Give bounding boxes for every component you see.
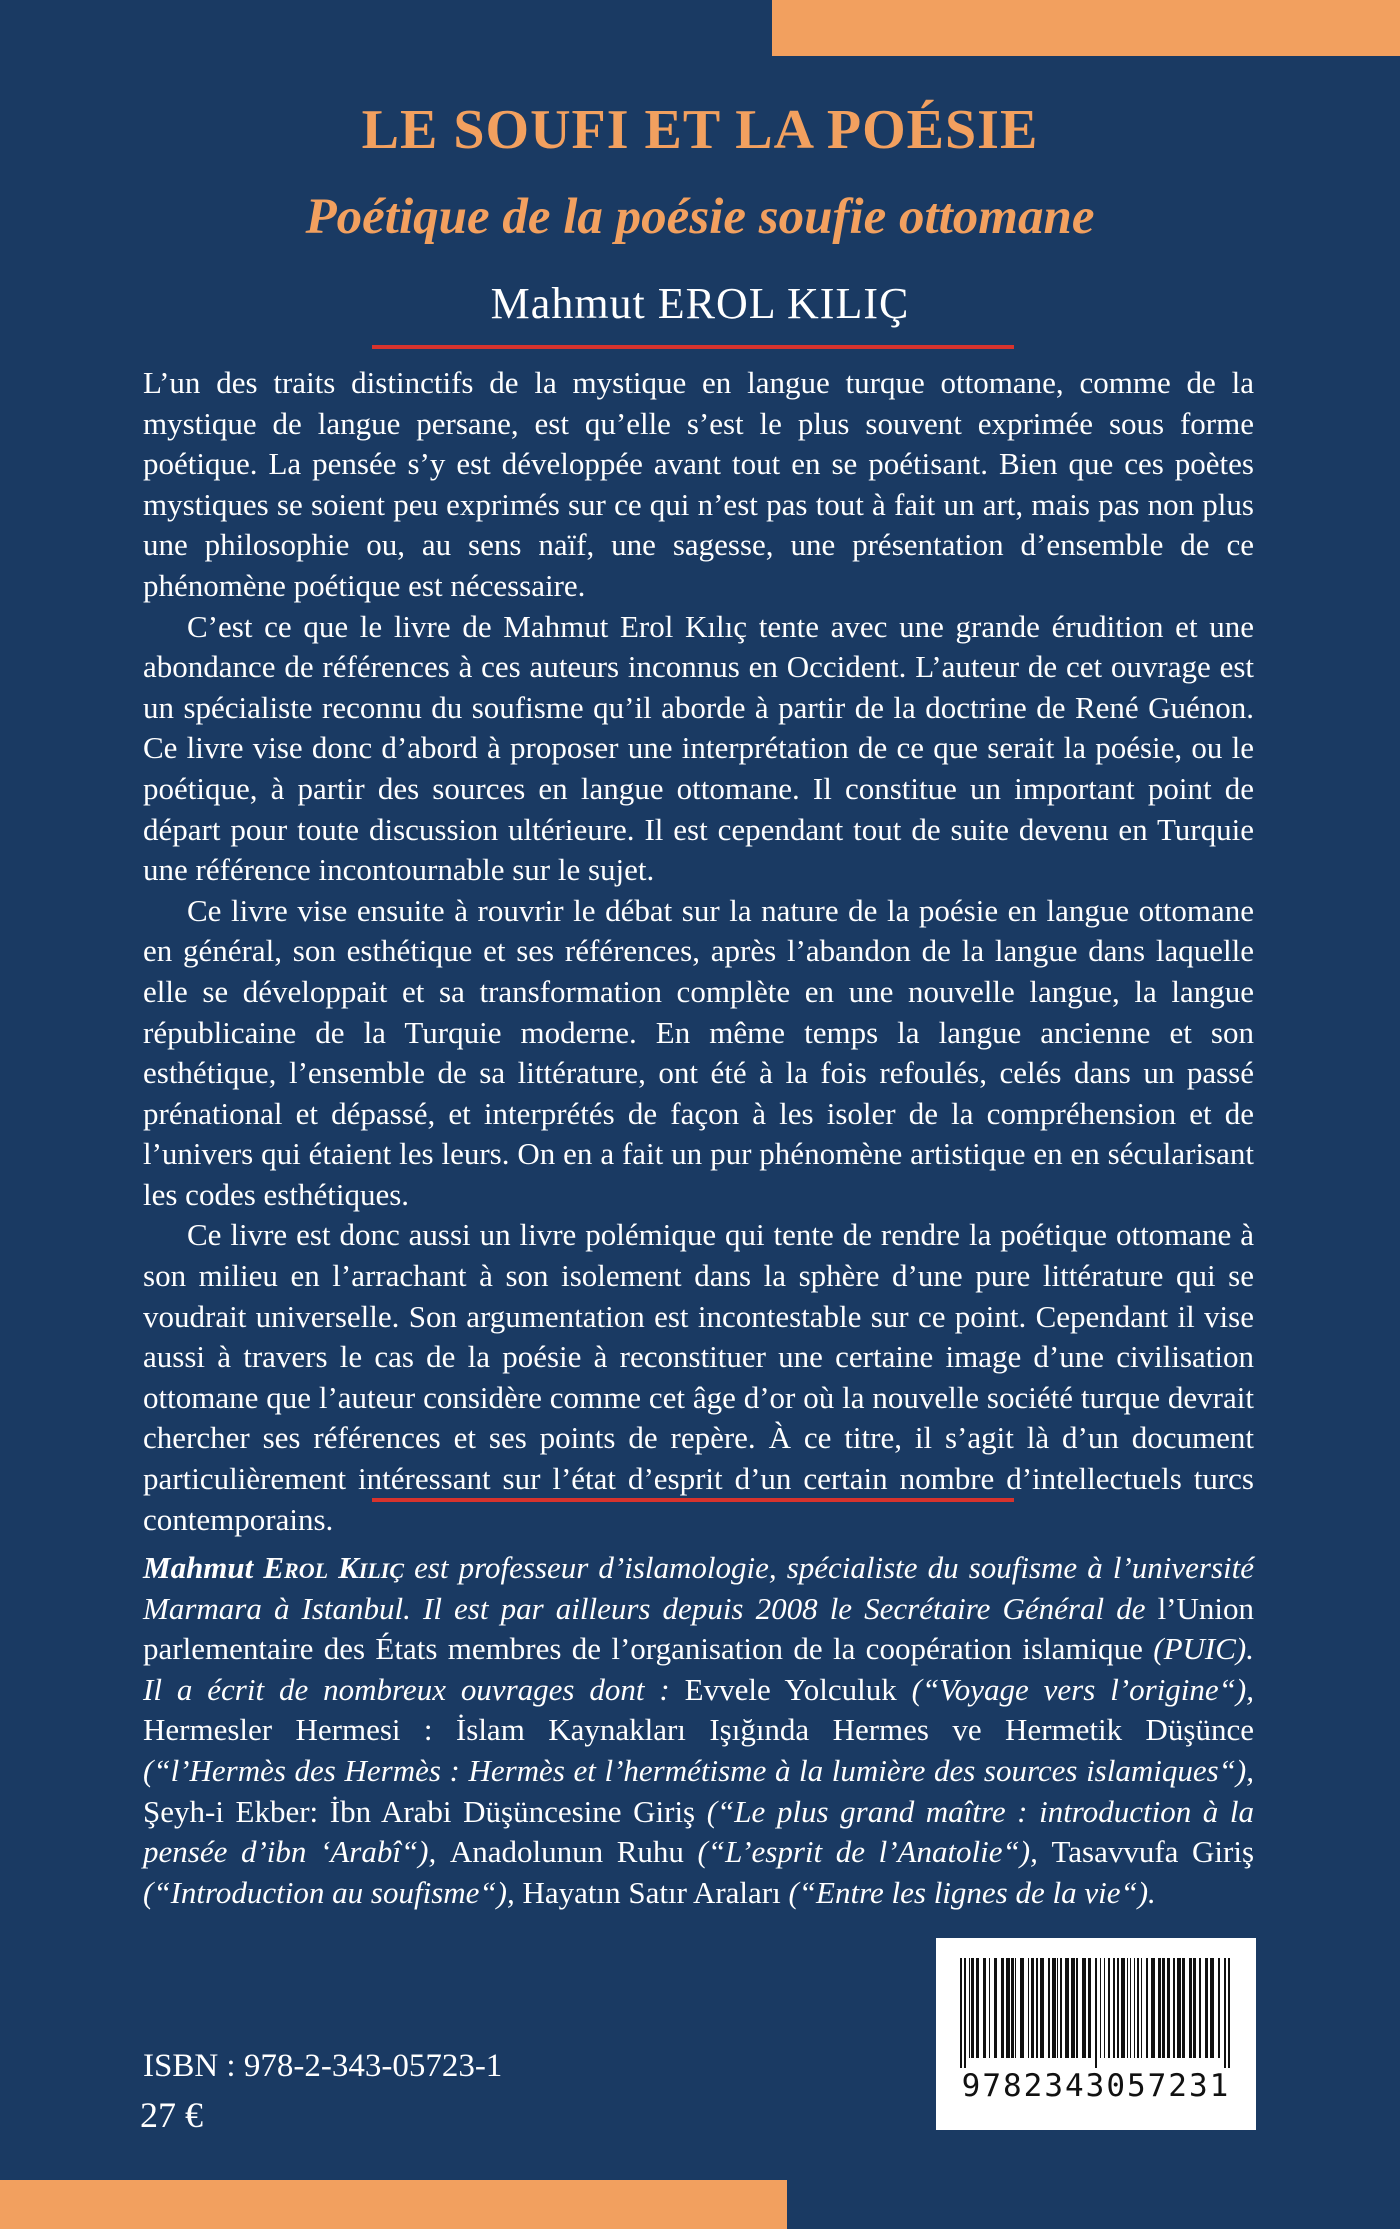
barcode-bars (958, 1958, 1234, 2068)
barcode-bar (960, 1958, 962, 2068)
barcode-bar (1177, 1958, 1181, 2058)
bio-work-title: Evvele Yolculuk (684, 1671, 912, 1707)
barcode-bar (976, 1958, 979, 2058)
author-bio (143, 1548, 1254, 1913)
barcode-bar (1082, 1958, 1086, 2058)
barcode-bar (1137, 1958, 1139, 2058)
summary-paragraph: L’un des traits distinctifs de la mystique en langue turque ottomane, comme de la mystique de langue persane, est qu’elle s’est le plus souvent exprimée sous forme poétique. La pensée s’y est développée avant tout en se poétisant. Bien que ces poètes mystiques se soient peu exprimés sur ce qui n’est pas tout à fait un art, mais pas non plus une philosophie ou, au sens naïf, une sagesse, une présentation d’ensemble de ce phénomène poétique est nécessaire. (143, 365, 1254, 603)
barcode-bar (1057, 1958, 1058, 2058)
barcode-bar (1088, 1958, 1091, 2058)
bio-work-translation: (“Le plus grand maître : introduction à la pensée d’ibn ‘Arabî“), (143, 1793, 1255, 1870)
barcode-bar (989, 1958, 990, 2058)
barcode (936, 1938, 1256, 2130)
barcode-bar (1006, 1958, 1010, 2058)
barcode-bar (1205, 1958, 1208, 2058)
barcode-bar (1173, 1958, 1175, 2058)
barcode-bar (1060, 1958, 1062, 2058)
barcode-bar (1224, 1958, 1226, 2068)
barcode-bar (1020, 1958, 1024, 2058)
divider-top (372, 345, 1014, 349)
barcode-bar (1095, 1958, 1097, 2068)
barcode-bar (1127, 1958, 1128, 2058)
book-author: Mahmut EROL KILIÇ (490, 279, 910, 328)
bio-name-erol: Erol (263, 1550, 329, 1585)
barcode-bar (1167, 1958, 1170, 2058)
barcode-bar (1189, 1958, 1192, 2058)
bio-text: est professeur d’islamologie, spécialiste du soufisme à l’université Marmara à Istanbul. Il est par ailleurs depuis 2008 le Secrétaire Général de (143, 1550, 1255, 1626)
bio-work-title: Hermesler Hermesi : İslam Kaynakları Işığında Hermes ve Hermetik Düşünce (143, 1712, 1254, 1748)
barcode-bar (1036, 1958, 1038, 2058)
book-subtitle: Poétique de la poésie soufie ottomane (305, 189, 1095, 245)
bio-work-title: Tasavvufa Giriş (1051, 1834, 1255, 1870)
barcode-bar (1162, 1958, 1165, 2058)
book-title: LE SOUFI ET LA POÉSIE (361, 99, 1039, 161)
barcode-bar (1151, 1958, 1155, 2058)
barcode-bar (1015, 1958, 1016, 2058)
barcode-bar (1210, 1958, 1214, 2058)
barcode-bar (1028, 1958, 1029, 2058)
barcode-bar (1117, 1958, 1119, 2058)
top-accent-band (772, 0, 1400, 56)
barcode-bar (1031, 1958, 1034, 2058)
bottom-accent-band (0, 2180, 787, 2229)
barcode-bar (1199, 1958, 1201, 2058)
barcode-bar (1100, 1958, 1101, 2058)
barcode-bar (983, 1958, 986, 2058)
barcode-bar (1146, 1958, 1148, 2058)
bio-text: l’Union parlementaire des États membres de l’organisation de la coopération islamique (143, 1590, 1254, 1667)
bio-work-title: Şeyh-i Ekber: İbn Arabi Düşüncesine Giriş (143, 1793, 707, 1829)
isbn-label: ISBN : 978-2-343-05723-1 (143, 2048, 503, 2084)
barcode-bar (1076, 1958, 1078, 2058)
price-label: 27 € (140, 2095, 203, 2135)
summary-paragraph: Ce livre est donc aussi un livre polémique qui tente de rendre la poétique ottomane à son milieu en l’arrachant à son isolement dans la sphère d’une pure littérature qui se voudrait universelle. Son argumentation est incontestable sur ce point. Cependant il vise aussi à travers le cas de la poésie à reconstituer une certaine image d’une civilisation ottomane que l’auteur considère comme cet âge d’or où la nouvelle société turque devrait chercher ses références et ses points de repère. À ce titre, il s’agit là d’un document particulièrement intéressant sur l’état d’esprit d’un certain nombre d’intellectuels turcs contemporains. (143, 1217, 1254, 1537)
barcode-bar (1108, 1958, 1110, 2058)
barcode-bar (1193, 1958, 1196, 2058)
barcode-bar (1134, 1958, 1135, 2058)
barcode-bar (1158, 1958, 1161, 2058)
barcode-bar (1104, 1958, 1105, 2058)
barcode-bar (994, 1958, 997, 2058)
barcode-bar (1040, 1958, 1044, 2058)
barcode-bar (1065, 1958, 1069, 2058)
barcode-bar (1218, 1958, 1220, 2058)
bio-author-name (143, 1550, 404, 1585)
barcode-bar (1182, 1958, 1185, 2058)
bio-name-first: Mahmut (143, 1550, 264, 1585)
barcode-bar (1071, 1958, 1075, 2058)
barcode-bar (964, 1958, 966, 2068)
barcode-bar (1228, 1958, 1230, 2068)
bio-work-title: Anadolunun Ruhu (449, 1834, 698, 1870)
barcode-bar (1121, 1958, 1125, 2058)
barcode-bar (1141, 1958, 1142, 2058)
bio-work-translation: (“Introduction au soufisme“), (143, 1874, 523, 1910)
barcode-bar (1113, 1958, 1115, 2058)
barcode-digits: 9782343057231 (961, 2068, 1231, 2104)
bio-work-translation: (“L’esprit de l’Anatolie“), (697, 1834, 1052, 1870)
barcode-bar (971, 1958, 974, 2058)
summary-text (143, 363, 1254, 1540)
bio-name-kilic: Kılıç (338, 1550, 405, 1585)
barcode-bar (969, 1958, 970, 2058)
bio-work-title: Hayatın Satır Araları (522, 1874, 789, 1910)
summary-paragraph: C’est ce que le livre de Mahmut Erol Kılıç tente avec une grande érudition et une abondance de références à ces auteurs inconnus en Occident. L’auteur de cet ouvrage est un spécialiste reconnu du soufisme qu’il aborde à partir de la doctrine de René Guénon. Ce livre vise donc d’abord à proposer une interprétation de ce que serait la poésie, ou le poétique, à partir des sources en langue ottomane. Il constitue un important point de départ pour toute discussion ultérieure. Il est cependant tout de suite devenu en Turquie une référence incontournable sur le sujet. (143, 608, 1254, 888)
barcode-bar (1048, 1958, 1050, 2058)
divider-bottom (372, 1498, 1014, 1502)
barcode-bar (1052, 1958, 1056, 2058)
barcode-bar (1001, 1958, 1004, 2058)
summary-paragraph: Ce livre vise ensuite à rouvrir le débat sur la nature de la poésie en langue ottomane en général, son esthétique et ses références, après l’abandon de la langue dans laquelle elle se développait et sa transformation complète en une nouvelle langue, la langue républicaine de la Turquie moderne. En même temps la langue ancienne et son esthétique, l’ensemble de sa littérature, ont été à la fois refoulés, celés dans un passé prénational et dépassé, et interprétés de façon à les isoler de la compréhension et de l’univers qui étaient les leurs. On en a fait un pur phénomène artistique en en sécularisant les codes esthétiques. (143, 892, 1254, 1212)
bio-text: (PUIC). Il a écrit de nombreux ouvrages dont : (143, 1631, 1254, 1707)
bio-work-translation: (“l’Hermès des Hermès : Hermès et l’hermétisme à la lumière des sources islamiques“), (143, 1752, 1254, 1788)
bio-work-translation: (“Entre les lignes de la vie“). (788, 1874, 1156, 1910)
bio-work-translation: (“Voyage vers l’origine“), (911, 1671, 1254, 1707)
barcode-bar (1130, 1958, 1131, 2058)
barcode-bar (1011, 1958, 1014, 2058)
